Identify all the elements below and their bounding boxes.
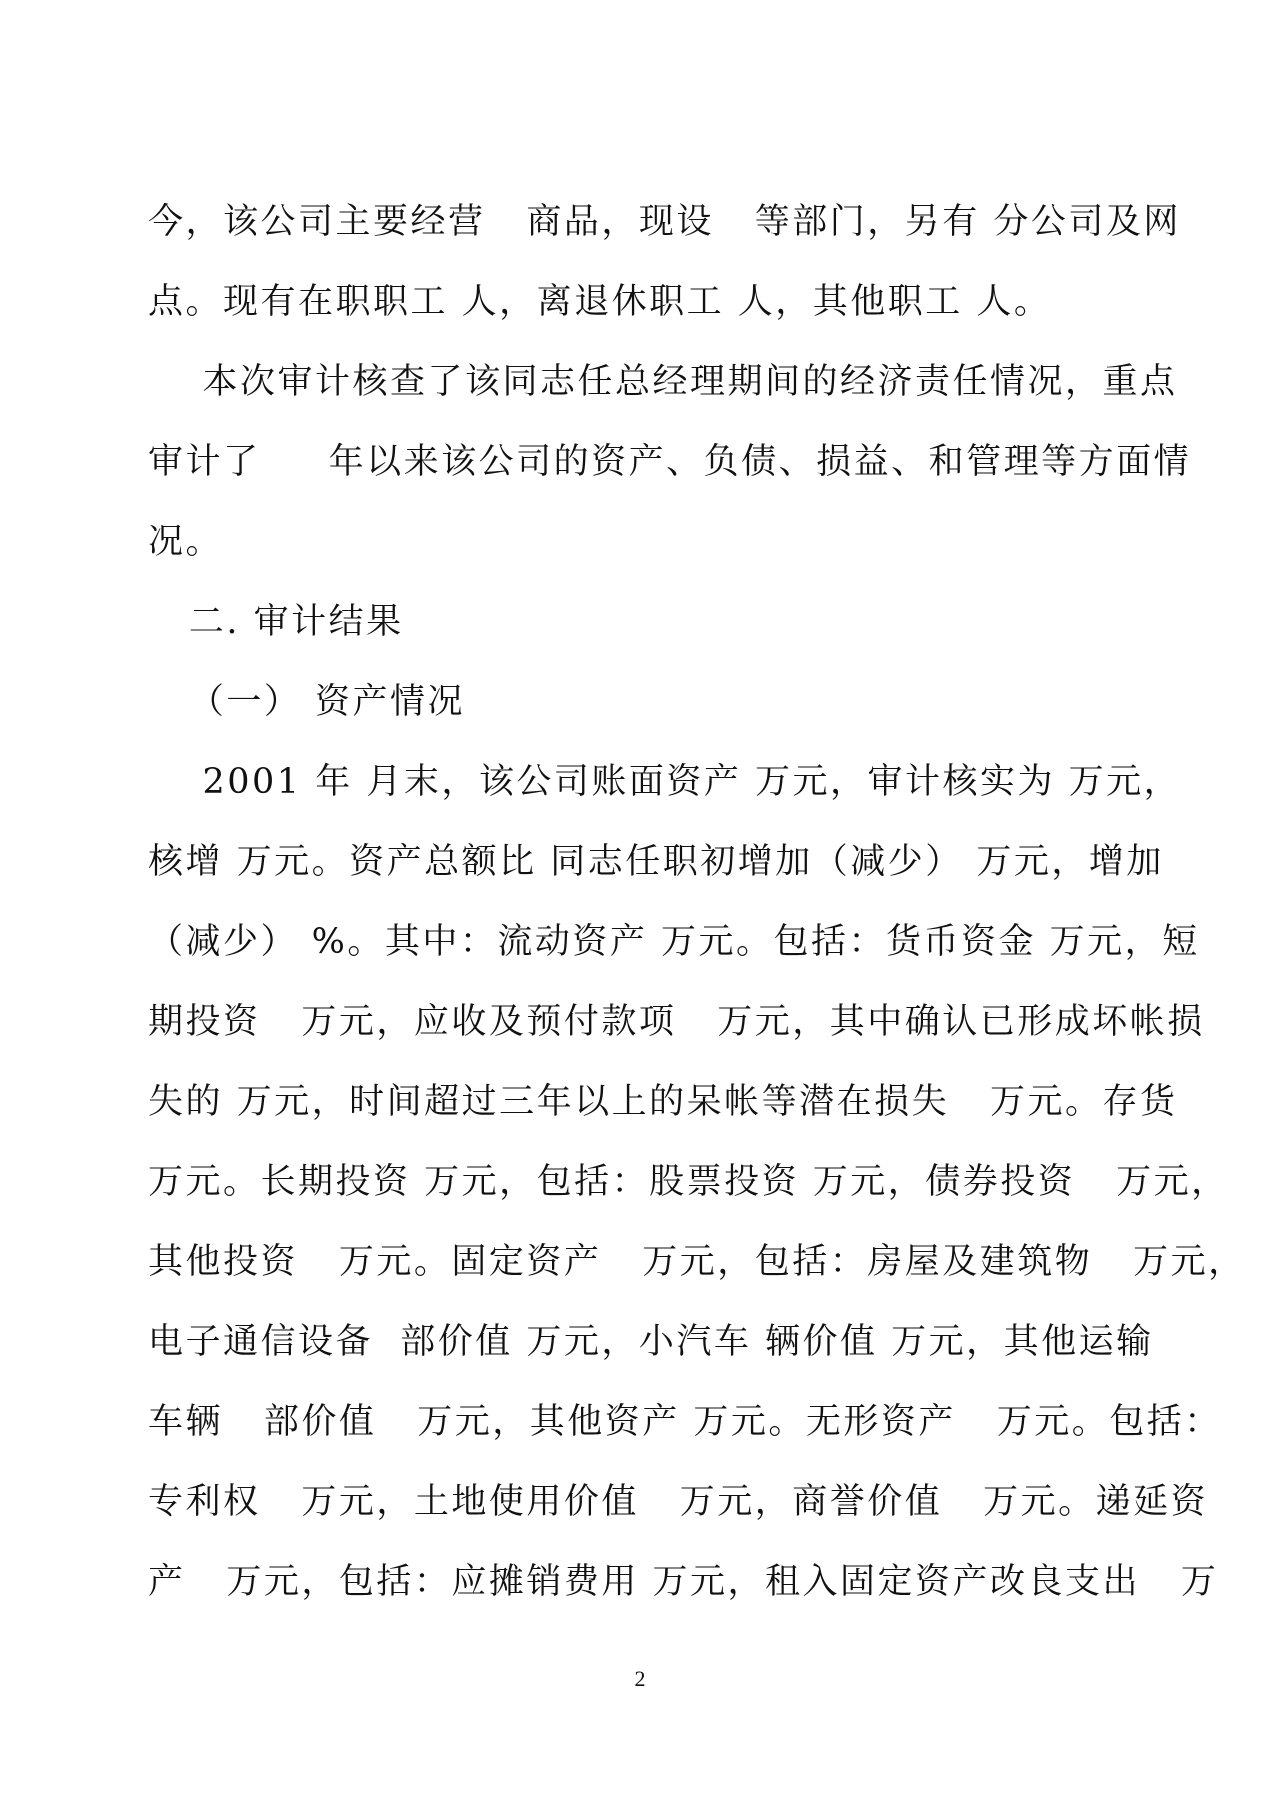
paragraph-line-16: 车辆 部价值 万元，其他资产 万元。无形资产 万元。包括： (148, 1402, 1222, 1442)
section-heading: 二. 审计结果 (148, 602, 404, 642)
paragraph-line-17: 专利权 万元，土地使用价值 万元，商誉价值 万元。递延资 (148, 1482, 1209, 1522)
subsection-heading: （一） 资产情况 (148, 682, 466, 722)
paragraph-line-18: 产 万元，包括：应摊销费用 万元，租入固定资产改良支出 万 (148, 1562, 1219, 1602)
paragraph-line-11: 期投资 万元，应收及预付款项 万元，其中确认已形成坏帐损 (148, 1002, 1205, 1042)
page-number: 2 (634, 1666, 646, 1691)
paragraph-line-4: 审计了 年以来该公司的资产、负债、损益、和管理等方面情 (148, 442, 1192, 482)
paragraph-line-3: 本次审计核查了该同志任总经理期间的经济责任情况，重点 (148, 362, 1178, 402)
paragraph-line-1: 今，该公司主要经营 商品，现设 等部门，另有 分公司及网 (148, 202, 1181, 242)
paragraph-line-15: 电子通信设备 部价值 万元，小汽车 辆价值 万元，其他运输 (148, 1322, 1154, 1362)
paragraph-line-13: 万元。长期投资 万元，包括：股票投资 万元，债券投资 万元， (148, 1162, 1229, 1202)
paragraph-line-9: 核增 万元。资产总额比 同志任职初增加（减少） 万元，增加 (148, 842, 1164, 882)
paragraph-line-8: 2001 年 月末，该公司账面资产 万元，审计核实为 万元， (148, 762, 1182, 802)
paragraph-line-12: 失的 万元，时间超过三年以上的呆帐等潜在损失 万元。存货 (148, 1082, 1178, 1122)
paragraph-line-2: 点。现有在职职工 人，离退休职工 人，其他职工 人。 (148, 282, 1052, 322)
paragraph-line-10: （减少） %。其中：流动资产 万元。包括：货币资金 万元，短 (148, 922, 1200, 962)
paragraph-line-14: 其他投资 万元。固定资产 万元，包括：房屋及建筑物 万元， (148, 1242, 1246, 1282)
paragraph-line-5: 况。 (148, 522, 224, 562)
